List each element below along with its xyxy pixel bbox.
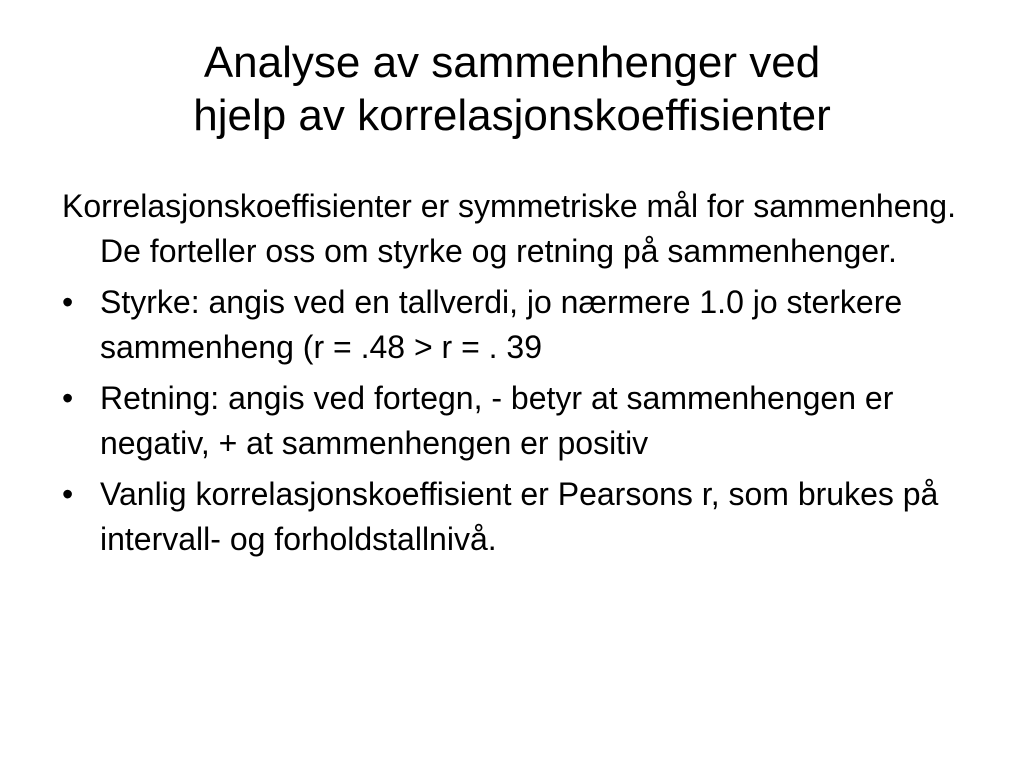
bullet-text: Vanlig korrelasjonskoeffisient er Pearsons r, som brukes på intervall- og forholdstallnivå. [100, 476, 939, 557]
bullet-text: Styrke: angis ved en tallverdi, jo nærmere 1.0 jo sterkere sammenheng (r = .48 > r = . 39 [100, 284, 903, 365]
slide-body [62, 184, 982, 568]
bullet-list [62, 280, 982, 562]
bullet-icon: • [62, 284, 74, 320]
slide-title [40, 36, 984, 142]
intro-paragraph: Korrelasjonskoeffisienter er symmetriske mål for sammenheng. De forteller oss om styrke og retning på sammenhenger. [62, 188, 956, 269]
slide-title-line-1: Analyse av sammenhenger ved [203, 38, 821, 87]
bullet-item-strength [62, 280, 982, 370]
bullet-item-direction [62, 376, 982, 466]
slide-title-line-2: hjelp av korrelasjonskoeffisienter [193, 91, 831, 140]
bullet-item-pearson [62, 472, 982, 562]
bullet-icon: • [62, 476, 74, 512]
bullet-icon: • [62, 380, 74, 416]
bullet-text: Retning: angis ved fortegn, - betyr at sammenhengen er negativ, + at sammenhengen er positiv [100, 380, 894, 461]
